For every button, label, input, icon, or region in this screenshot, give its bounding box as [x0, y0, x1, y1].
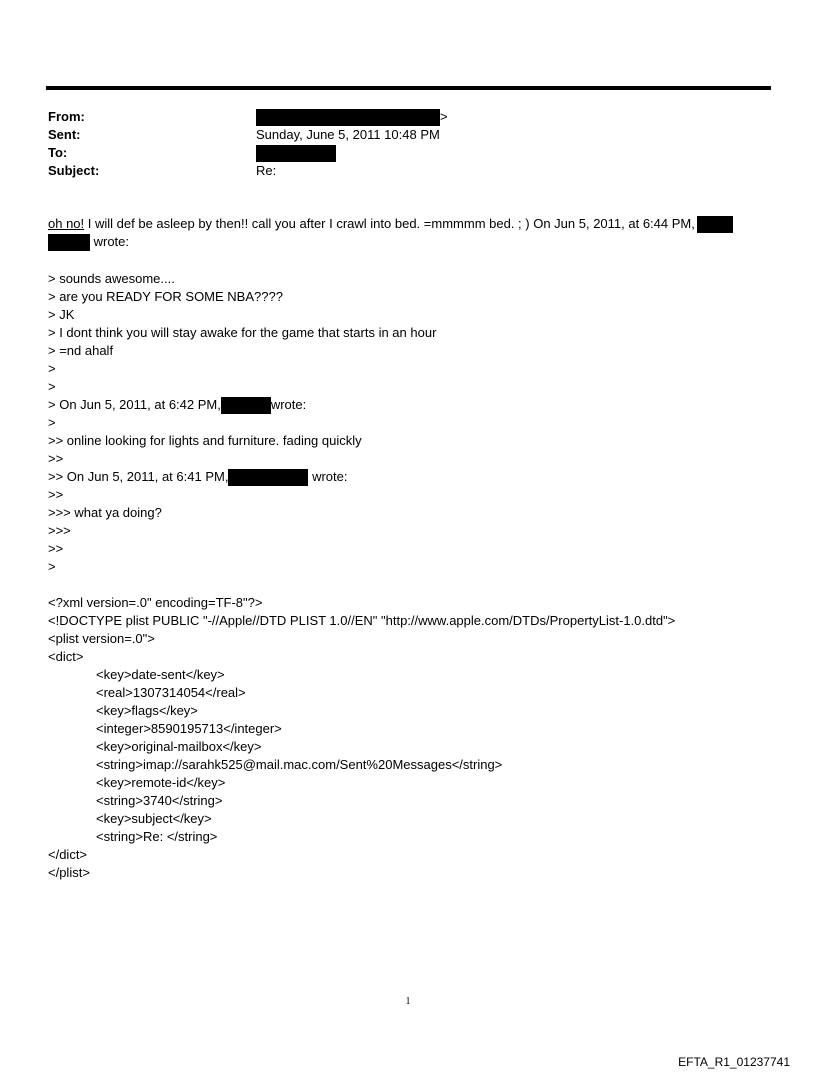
from-value	[256, 108, 448, 126]
quoted-line: >	[48, 379, 56, 394]
redaction-box	[48, 234, 90, 251]
quoted-line	[48, 468, 436, 486]
message-underlined: oh no!	[48, 216, 85, 231]
quoted-wrote-suffix: wrote:	[312, 469, 348, 484]
quoted-wrote-prefix: >> On Jun 5, 2011, at 6:41 PM,	[48, 469, 229, 484]
redaction-box	[256, 145, 336, 162]
from-suffix: >	[440, 109, 448, 124]
plist-block	[48, 594, 675, 882]
quoted-thread	[48, 270, 436, 576]
plist-line: <?xml version=.0" encoding=TF-8"?>	[48, 595, 263, 610]
top-rule	[46, 86, 771, 90]
to-label: To:	[48, 145, 68, 160]
quoted-line: > I dont think you will stay awake for the game that starts in an hour	[48, 325, 437, 340]
redaction-box	[221, 397, 271, 414]
quoted-line: >>	[48, 487, 64, 502]
plist-line: <key>remote-id</key>	[96, 775, 226, 790]
quoted-line: >	[48, 559, 56, 574]
plist-line: </dict>	[48, 847, 88, 862]
quoted-line: > sounds awesome....	[48, 271, 175, 286]
quoted-line	[48, 396, 436, 414]
plist-line: <string>3740</string>	[96, 793, 223, 808]
page-number: 1	[405, 996, 411, 1007]
plist-line: <key>subject</key>	[96, 811, 212, 826]
plist-line: <key>flags</key>	[96, 703, 198, 718]
redaction-box	[228, 469, 308, 486]
plist-line: <string>Re: </string>	[96, 829, 218, 844]
subject-value: Re:	[256, 163, 277, 178]
message-text: I will def be asleep by then!! call you after I crawl into bed. =mmmmm bed. ; ) On Jun 5, 2011, at 6:44 PM,	[84, 216, 695, 231]
subject-label: Subject:	[48, 163, 100, 178]
from-label: From:	[48, 109, 85, 124]
quoted-line: >>	[48, 451, 64, 466]
quoted-line: >> online looking for lights and furniture. fading quickly	[48, 433, 362, 448]
quoted-line: > =nd ahalf	[48, 343, 114, 358]
quoted-line: >	[48, 361, 56, 376]
plist-line: <key>original-mailbox</key>	[96, 739, 262, 754]
redaction-box	[697, 216, 733, 233]
plist-line: <string>imap://sarahk525@mail.mac.com/Sent%20Messages</string>	[96, 757, 503, 772]
plist-line: <real>1307314054</real>	[96, 685, 246, 700]
quoted-line: > JK	[48, 307, 75, 322]
to-value	[256, 144, 336, 162]
quoted-line: >>	[48, 541, 64, 556]
plist-line: <dict>	[48, 649, 84, 664]
plist-line: <!DOCTYPE plist PUBLIC "-//Apple//DTD PLIST 1.0//EN" "http://www.apple.com/DTDs/PropertyList-1.0.dtd">	[48, 613, 676, 628]
sent-label: Sent:	[48, 127, 81, 142]
sent-value: Sunday, June 5, 2011 10:48 PM	[256, 127, 440, 142]
message-text: wrote:	[90, 234, 130, 250]
quoted-line: >>> what ya doing?	[48, 505, 162, 520]
quoted-line: >	[48, 415, 56, 430]
quoted-wrote-suffix: wrote:	[270, 397, 307, 412]
bates-number: EFTA_R1_01237741	[678, 1055, 790, 1069]
quoted-wrote-prefix: > On Jun 5, 2011, at 6:42 PM,	[48, 397, 221, 412]
plist-line: <key>date-sent</key>	[96, 667, 225, 682]
message-line	[48, 215, 768, 233]
plist-line: <plist version=.0">	[48, 631, 155, 646]
message-body	[48, 215, 768, 251]
redaction-box	[256, 109, 440, 126]
quoted-line: >>>	[48, 523, 71, 538]
plist-line: <integer>8590195713</integer>	[96, 721, 282, 736]
plist-line: </plist>	[48, 865, 90, 880]
message-line	[48, 233, 768, 251]
quoted-line: > are you READY FOR SOME NBA????	[48, 289, 283, 304]
